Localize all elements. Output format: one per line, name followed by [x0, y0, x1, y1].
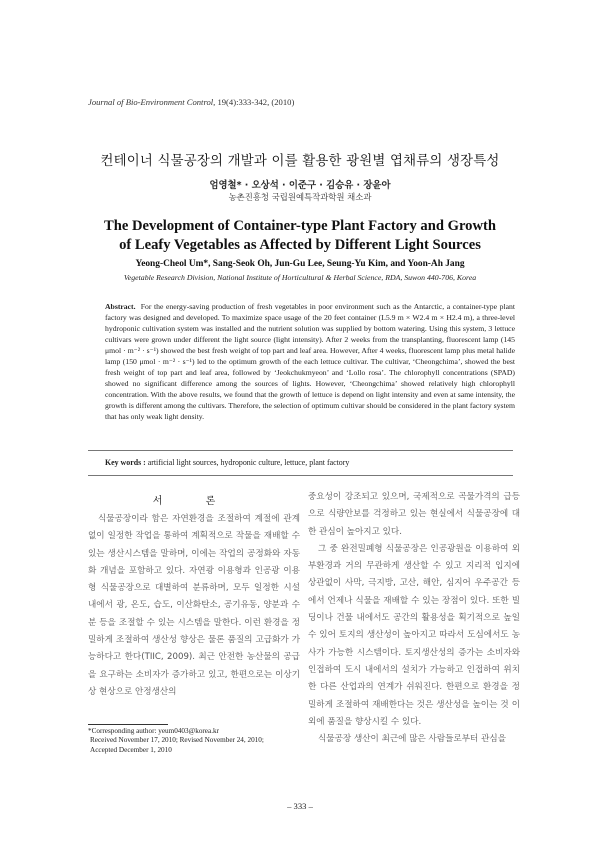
keywords-text: artificial light sources, hydroponic culture, lettuce, plant factory: [145, 458, 350, 467]
journal-citation: [88, 97, 518, 107]
accepted-date: Accepted December 1, 2010: [90, 745, 172, 754]
received-date: Received November 17, 2010; Revised November 24, 2010;: [90, 736, 264, 745]
body-column-left: [88, 511, 300, 701]
body-paragraph: 식물공장이라 함은 자연환경을 조절하여 계절에 관계없이 일정한 작업을 통하여 계획적으로 작물을 재배할 수 있는 생산시스템을 말하며, 이에는 작업의 공정화와 자동화 개념을 포함하고 있다. 자연광 이용형과 인공광 이용형 식물공장으로 대별하여 분류하며, 모두 일정한 시설 내에서 광, 온도, 습도, 이산화탄소, 공기유동, 양분과 수분 등을 조절할 수 있는 시스템을 말한다. 이런 환경을 정밀하게 조절하여 생산성 향상은 물론 품질의 고급화가 가능하다고 한다(TIIC, 2009). 최근 안전한 농산물의 공급을 요구하는 소비자가 증가하고 있고, 한편으로는 이상기상 현상으로 안정생산의: [88, 514, 300, 697]
korean-authors: 엄영철* · 오상석 · 이준구 · 김승유 · 장윤아: [209, 180, 391, 191]
footnote-divider: [88, 724, 168, 725]
journal-issue: 19(4):333-342, (2010): [215, 97, 295, 107]
abstract: [105, 301, 515, 422]
english-affiliation: Vegetable Research Division, National Institute of Horticultural & Herbal Science, RDA, Suwon 440-706, Korea: [123, 273, 477, 282]
corresponding-author: *Corresponding author: yeum0403@korea.kr: [88, 727, 219, 735]
keywords-label: Key words :: [105, 458, 146, 467]
abstract-label: Abstract.: [105, 302, 136, 311]
keywords-bottom-divider: [88, 475, 513, 476]
keywords-top-divider: [88, 450, 513, 451]
section-heading-introduction: 서 론: [152, 496, 236, 507]
body-paragraph: 중요성이 강조되고 있으며, 국제적으로 곡물가격의 급등으로 식량안보를 걱정하고 있는 현실에서 식물공장에 대한 관심이 높아지고 있다.: [308, 492, 520, 537]
page-number: – 333 –: [287, 801, 313, 811]
english-title: [60, 217, 540, 254]
abstract-text: For the energy-saving production of fresh vegetables in poor environment such as the Antarctic, a container-type plant factory was designed and developed. To maximize space usage of the 20 feet container (L5.9 m × W2.4 m × H2.4 m), a three-level hydroponic cultivation system was installed and the nutrient solution was supplied by bottom watering. Using this system, 3 lettuce cultivars were grown under different the light source (light intensity). After 2 weeks from the transplanting, fluorescent lamp (145 μmol · m⁻² · s⁻¹) showed the best fresh weight of top part and leaf area. However, After 4 weeks, fluorescent lamp plus metal halide lamp (150 μmol · m⁻² · s⁻¹) led to the optimum growth of the each lettuce cultivar. The cultivar, ‘Cheongchima’, showed the best fresh weight of top part and leaf area, followed by ‘Jeokchukmyeon’ and ‘Lollo rosa’. The chlorophyll concentrations (SPAD) showed no significant difference among the sources of lights. However, ‘Cheongchima’ showed relatively high chlorophyll concentration. With the above results, we found that the growth of lettuce is depend on light intensity and even at same intensity, the growth is different among the cultivars. Therefore, the selection of optimum cultivar should be considered in the plant factory system that has only weak light density.: [105, 302, 515, 421]
journal-name: Journal of Bio-Environment Control,: [88, 97, 216, 107]
korean-affiliation: 농촌진흥청 국립원예특작과학원 채소과: [228, 192, 372, 202]
body-paragraph: 식물공장 생산이 최근에 많은 사람들로부터 관심을: [318, 734, 506, 745]
body-paragraph: 그 중 완전밀폐형 식물공장은 인공광원을 이용하여 외부환경과 거의 무관하게 생산할 수 있고 지리적 입지에 상관없이 사막, 극지방, 고산, 해안, 심지어 우주공간 등에서 언제나 식물을 재배할 수 있는 장점이 있다. 또한 빌딩이나 건물 내에서도 공간의 활용성을 획기적으로 높일 수 있어 토지의 생산성이 높아지고 따라서 도심에서도 농사가 가능한 시스템이다. 토지생산성의 증가는 소비자와 인접하여 도시 내에서의 설치가 가능하고 인접하여 위치한 다른 산업과의 연계가 쉬워진다. 한편으로 환경을 정밀하게 조절하여 재배한다는 것은 생산성을 높이는 것 이외에 품질을 향상시킬 수 있다.: [308, 543, 520, 727]
english-authors: Yeong-Cheol Um*, Sang-Seok Oh, Jun-Gu Lee, Seung-Yu Kim, and Yoon-Ah Jang: [135, 259, 465, 269]
footnote: [88, 727, 300, 755]
body-column-right: [308, 489, 520, 748]
korean-title: 컨테이너 식물공장의 개발과 이를 활용한 광원별 엽채류의 생장특성: [100, 154, 500, 169]
english-title-line-1: The Development of Container-type Plant Factory and Growth: [104, 218, 496, 234]
keywords: [105, 458, 515, 467]
english-title-line-2: of Leafy Vegetables as Affected by Different Light Sources: [119, 236, 481, 253]
